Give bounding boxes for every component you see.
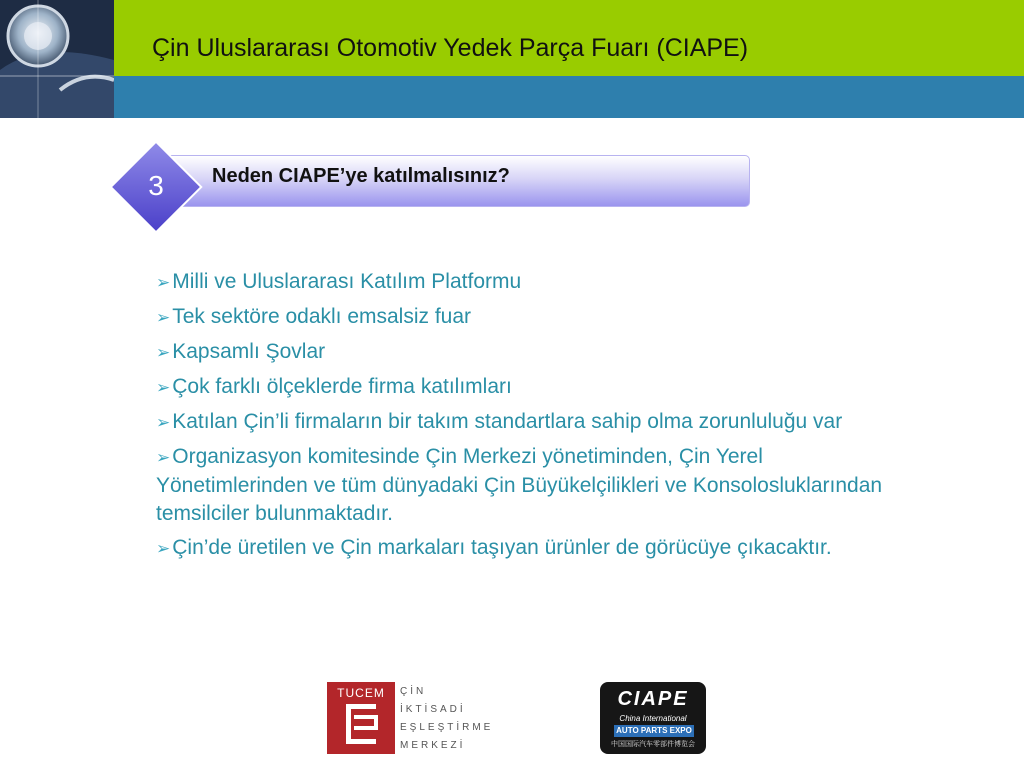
arrow-bullet-icon: ➢ [156,448,171,467]
list-item: ➢Katılan Çin’li firmaların bir takım standartlara sahip olma zorunluluğu var [156,410,843,433]
header-blue-band [114,76,1024,118]
arrow-bullet-icon: ➢ [156,539,171,558]
ciape-chinese-text: 中国国际汽车零部件博览会 [611,741,695,748]
page-title: Çin Uluslararası Otomotiv Yedek Parça Fuarı (CIAPE) [152,34,749,62]
list-item: ➢Çin’de üretilen ve Çin markaları taşıyan ürünler de görücüye çıkacaktır. [156,536,832,559]
ciape-subtitle: China International [619,714,687,723]
section-number: 3 [148,170,164,201]
list-item: ➢Organizasyon komitesinde Çin Merkezi yönetiminden, Çin Yerel Yönetimlerinden ve tüm dünyadaki Çin Büyükelçilikleri ve Konsolosluklarından temsilciler bulunmaktadır. [156,445,883,525]
list-item: ➢Kapsamlı Şovlar [156,340,326,363]
arrow-bullet-icon: ➢ [156,343,171,362]
arrow-bullet-icon: ➢ [156,308,171,327]
arrow-bullet-icon: ➢ [156,378,171,397]
arrow-bullet-icon: ➢ [156,413,171,432]
list-item: ➢Milli ve Uluslararası Katılım Platformu [156,270,522,293]
list-item: ➢Tek sektöre odaklı emsalsiz fuar [156,305,472,328]
arrow-bullet-icon: ➢ [156,273,171,292]
list-item: ➢Çok farklı ölçeklerde firma katılımları [156,375,512,398]
ciape-logo [600,682,706,754]
tucem-logo [327,682,395,754]
ciape-wordmark: CIAPE [617,688,689,710]
header-car-photo [0,0,114,118]
tucem-logo-short: TUCEM [337,686,385,700]
section-title: Neden CIAPE’ye katılmalısınız? [212,165,510,187]
bullet-list [156,268,916,569]
ciape-band: AUTO PARTS EXPO [614,725,694,737]
tucem-logo-text: ÇİN İKTİSADİ EŞLEŞTİRME MERKEZİ [400,686,494,751]
